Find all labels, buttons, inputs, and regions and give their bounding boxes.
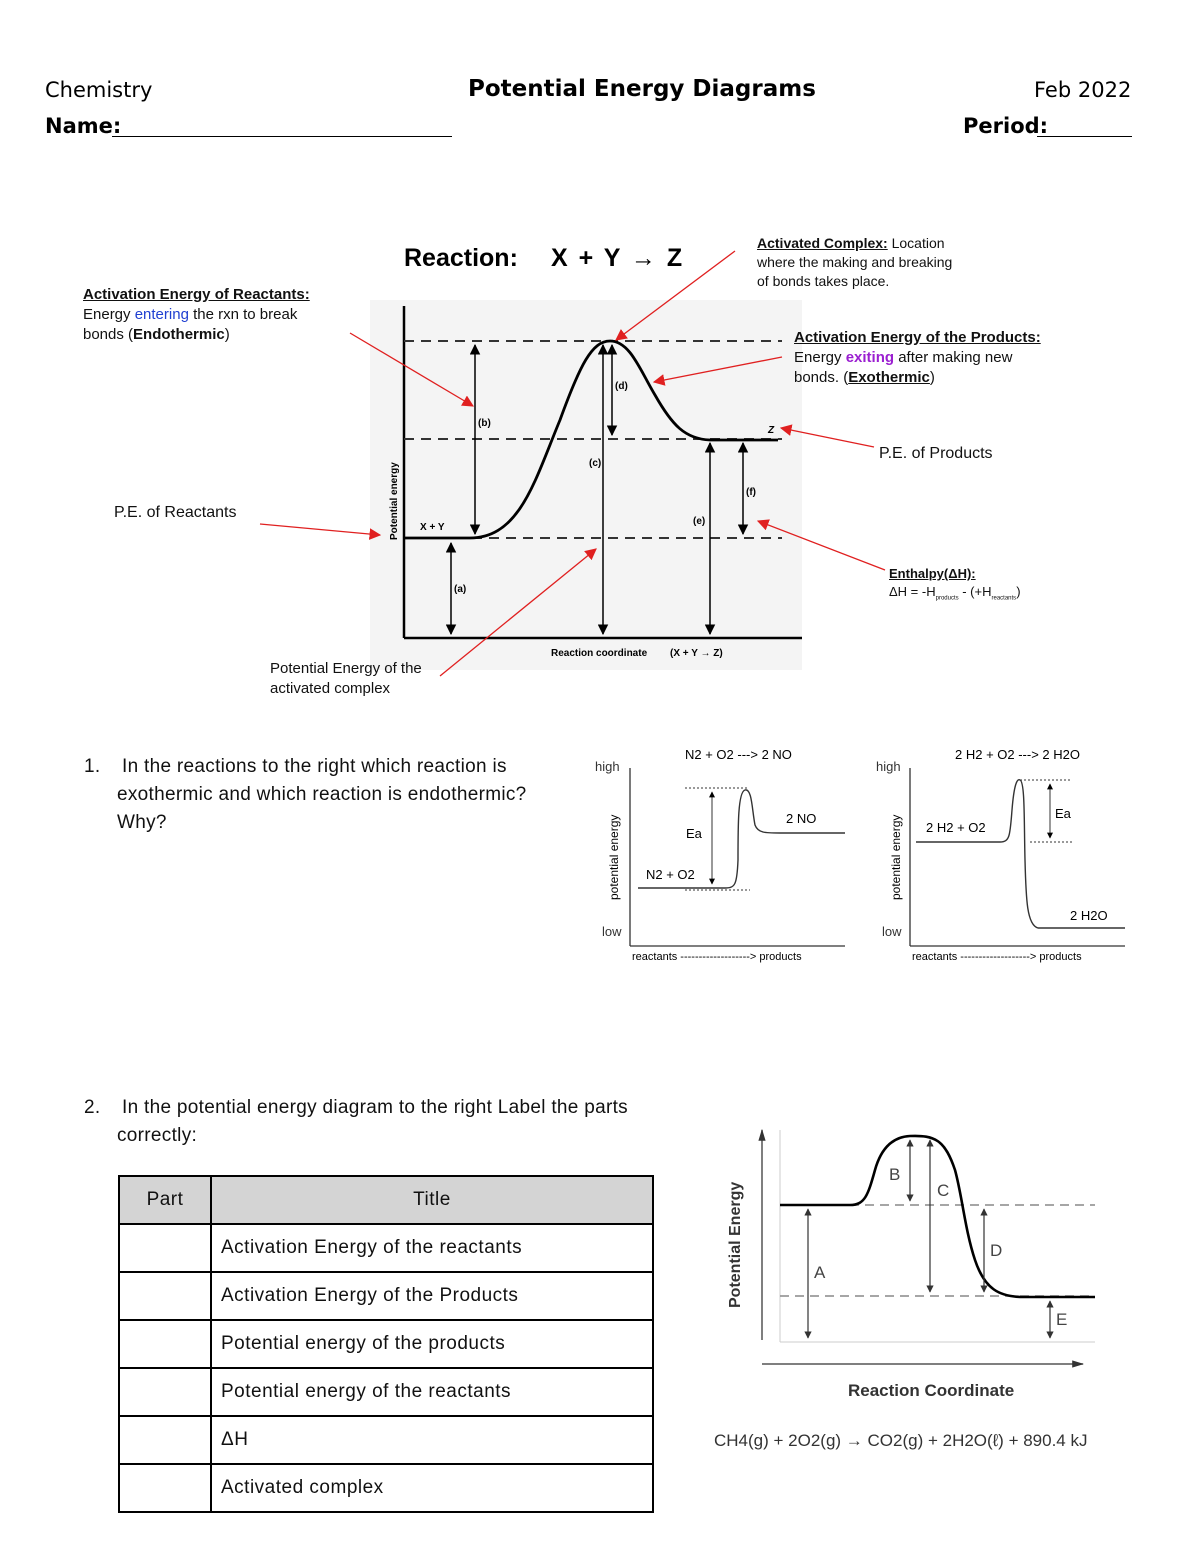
no-products: 2 NO bbox=[786, 811, 817, 826]
h2o-title: 2 H2 + O2 ---> 2 H2O bbox=[955, 747, 1080, 762]
q2-label-e: E bbox=[1056, 1310, 1068, 1329]
no-x-label: reactants -------------------> products bbox=[632, 951, 802, 963]
title-cell: Potential energy of the products bbox=[211, 1320, 653, 1368]
no-ea: Ea bbox=[686, 826, 702, 841]
part-answer-cell[interactable] bbox=[119, 1224, 211, 1272]
q2-y-label: Potential Energy bbox=[727, 1181, 744, 1308]
title-cell: Activation Energy of the Products bbox=[211, 1272, 653, 1320]
callout-activation-reactants: Activation Energy of Reactants: Energy entering the rxn to break bonds (Endothermic) bbox=[83, 286, 310, 343]
name-label: Name: bbox=[45, 114, 122, 138]
q2-curve bbox=[780, 1136, 1095, 1297]
h2o-products: 2 H2O bbox=[1070, 908, 1108, 923]
q2-label-c: C bbox=[937, 1181, 950, 1200]
x-axis-equation: (X + Y → Z) bbox=[670, 648, 723, 659]
callout-activation-products: Activation Energy of the Products: Energy exiting after making new bonds. (Exothermic) bbox=[794, 329, 1041, 386]
y-axis-label: Potential energy bbox=[389, 462, 400, 540]
callout-pe-products: P.E. of Products bbox=[879, 445, 993, 462]
no-low: low bbox=[602, 924, 622, 939]
question-2-number: 2. bbox=[84, 1097, 101, 1118]
question-1-number: 1. bbox=[84, 756, 101, 777]
no-reactants: N2 + O2 bbox=[646, 867, 695, 882]
part-answer-cell[interactable] bbox=[119, 1464, 211, 1512]
x-axis-label: Reaction coordinate bbox=[551, 648, 648, 659]
table-row bbox=[119, 1464, 653, 1512]
parts-table bbox=[118, 1175, 654, 1513]
label-c: (c) bbox=[589, 458, 602, 469]
h2o-high: high bbox=[876, 759, 901, 774]
table-row bbox=[119, 1416, 653, 1464]
period-label: Period: bbox=[963, 114, 1049, 138]
callout-activated-complex: Activated Complex: Location where the making and breaking of bonds takes place. bbox=[757, 235, 953, 289]
reaction-heading: Reaction: bbox=[404, 244, 518, 272]
h2o-curve bbox=[916, 780, 1125, 928]
part-answer-cell[interactable] bbox=[119, 1320, 211, 1368]
title-cell: Activation Energy of the reactants bbox=[211, 1224, 653, 1272]
table-row bbox=[119, 1320, 653, 1368]
no-title: N2 + O2 ---> 2 NO bbox=[685, 747, 792, 762]
no-high: high bbox=[595, 759, 620, 774]
part-answer-cell[interactable] bbox=[119, 1368, 211, 1416]
q2-equation: CH4(g) + 2O2(g) → CO2(g) + 2H2O(ℓ) + 890.4 kJ bbox=[714, 1431, 1088, 1450]
product-label: Z bbox=[768, 425, 775, 436]
question-2-text: In the potential energy diagram to the right Label the parts correctly: bbox=[117, 1097, 628, 1146]
title-cell: Activated complex bbox=[211, 1464, 653, 1512]
q2-energy-diagram bbox=[700, 1120, 1120, 1460]
title-cell: Potential energy of the reactants bbox=[211, 1368, 653, 1416]
reactant-label: X + Y bbox=[420, 522, 445, 533]
table-row bbox=[119, 1272, 653, 1320]
part-answer-cell[interactable] bbox=[119, 1416, 211, 1464]
q2-label-d: D bbox=[990, 1241, 1003, 1260]
label-a: (a) bbox=[454, 584, 467, 595]
table-row bbox=[119, 1224, 653, 1272]
q2-x-label: Reaction Coordinate bbox=[848, 1381, 1015, 1400]
label-b: (b) bbox=[478, 418, 491, 429]
callout-pe-activated-complex: Potential Energy of the activated complex bbox=[270, 660, 422, 697]
question-1-text: In the reactions to the right which reaction is exothermic and which reaction is endothermic? Why? bbox=[117, 756, 527, 833]
date: Feb 2022 bbox=[1034, 78, 1132, 102]
h2o-reactants: 2 H2 + O2 bbox=[926, 820, 986, 835]
title-cell: ΔH bbox=[211, 1416, 653, 1464]
label-e: (e) bbox=[693, 516, 706, 527]
reaction-equation: X + Y → Z bbox=[551, 244, 685, 272]
q2-label-b: B bbox=[889, 1165, 901, 1184]
no-y-label: potential energy bbox=[607, 814, 621, 900]
label-d: (d) bbox=[615, 381, 628, 392]
h2o-y-label: potential energy bbox=[889, 814, 903, 900]
label-f: (f) bbox=[746, 487, 756, 498]
page-title: Potential Energy Diagrams bbox=[468, 76, 816, 102]
table-row bbox=[119, 1368, 653, 1416]
course-name: Chemistry bbox=[45, 78, 153, 102]
h2o-x-label: reactants -------------------> products bbox=[912, 951, 1082, 963]
column-header-title: Title bbox=[211, 1176, 653, 1224]
callout-pe-reactants: P.E. of Reactants bbox=[114, 504, 237, 521]
callout-enthalpy: Enthalpy(ΔH): $\Delta H = -H_{products} - (+H_{reactants})$ bbox=[889, 566, 1021, 602]
no-reaction-diagram bbox=[590, 740, 860, 970]
table-header-row bbox=[119, 1176, 653, 1224]
arrow-pe-reactants bbox=[260, 524, 380, 535]
h2o-reaction-diagram bbox=[870, 740, 1140, 970]
q2-label-a: A bbox=[814, 1263, 826, 1282]
column-header-part: Part bbox=[119, 1176, 211, 1224]
h2o-ea: Ea bbox=[1055, 806, 1071, 821]
h2o-low: low bbox=[882, 924, 902, 939]
part-answer-cell[interactable] bbox=[119, 1272, 211, 1320]
